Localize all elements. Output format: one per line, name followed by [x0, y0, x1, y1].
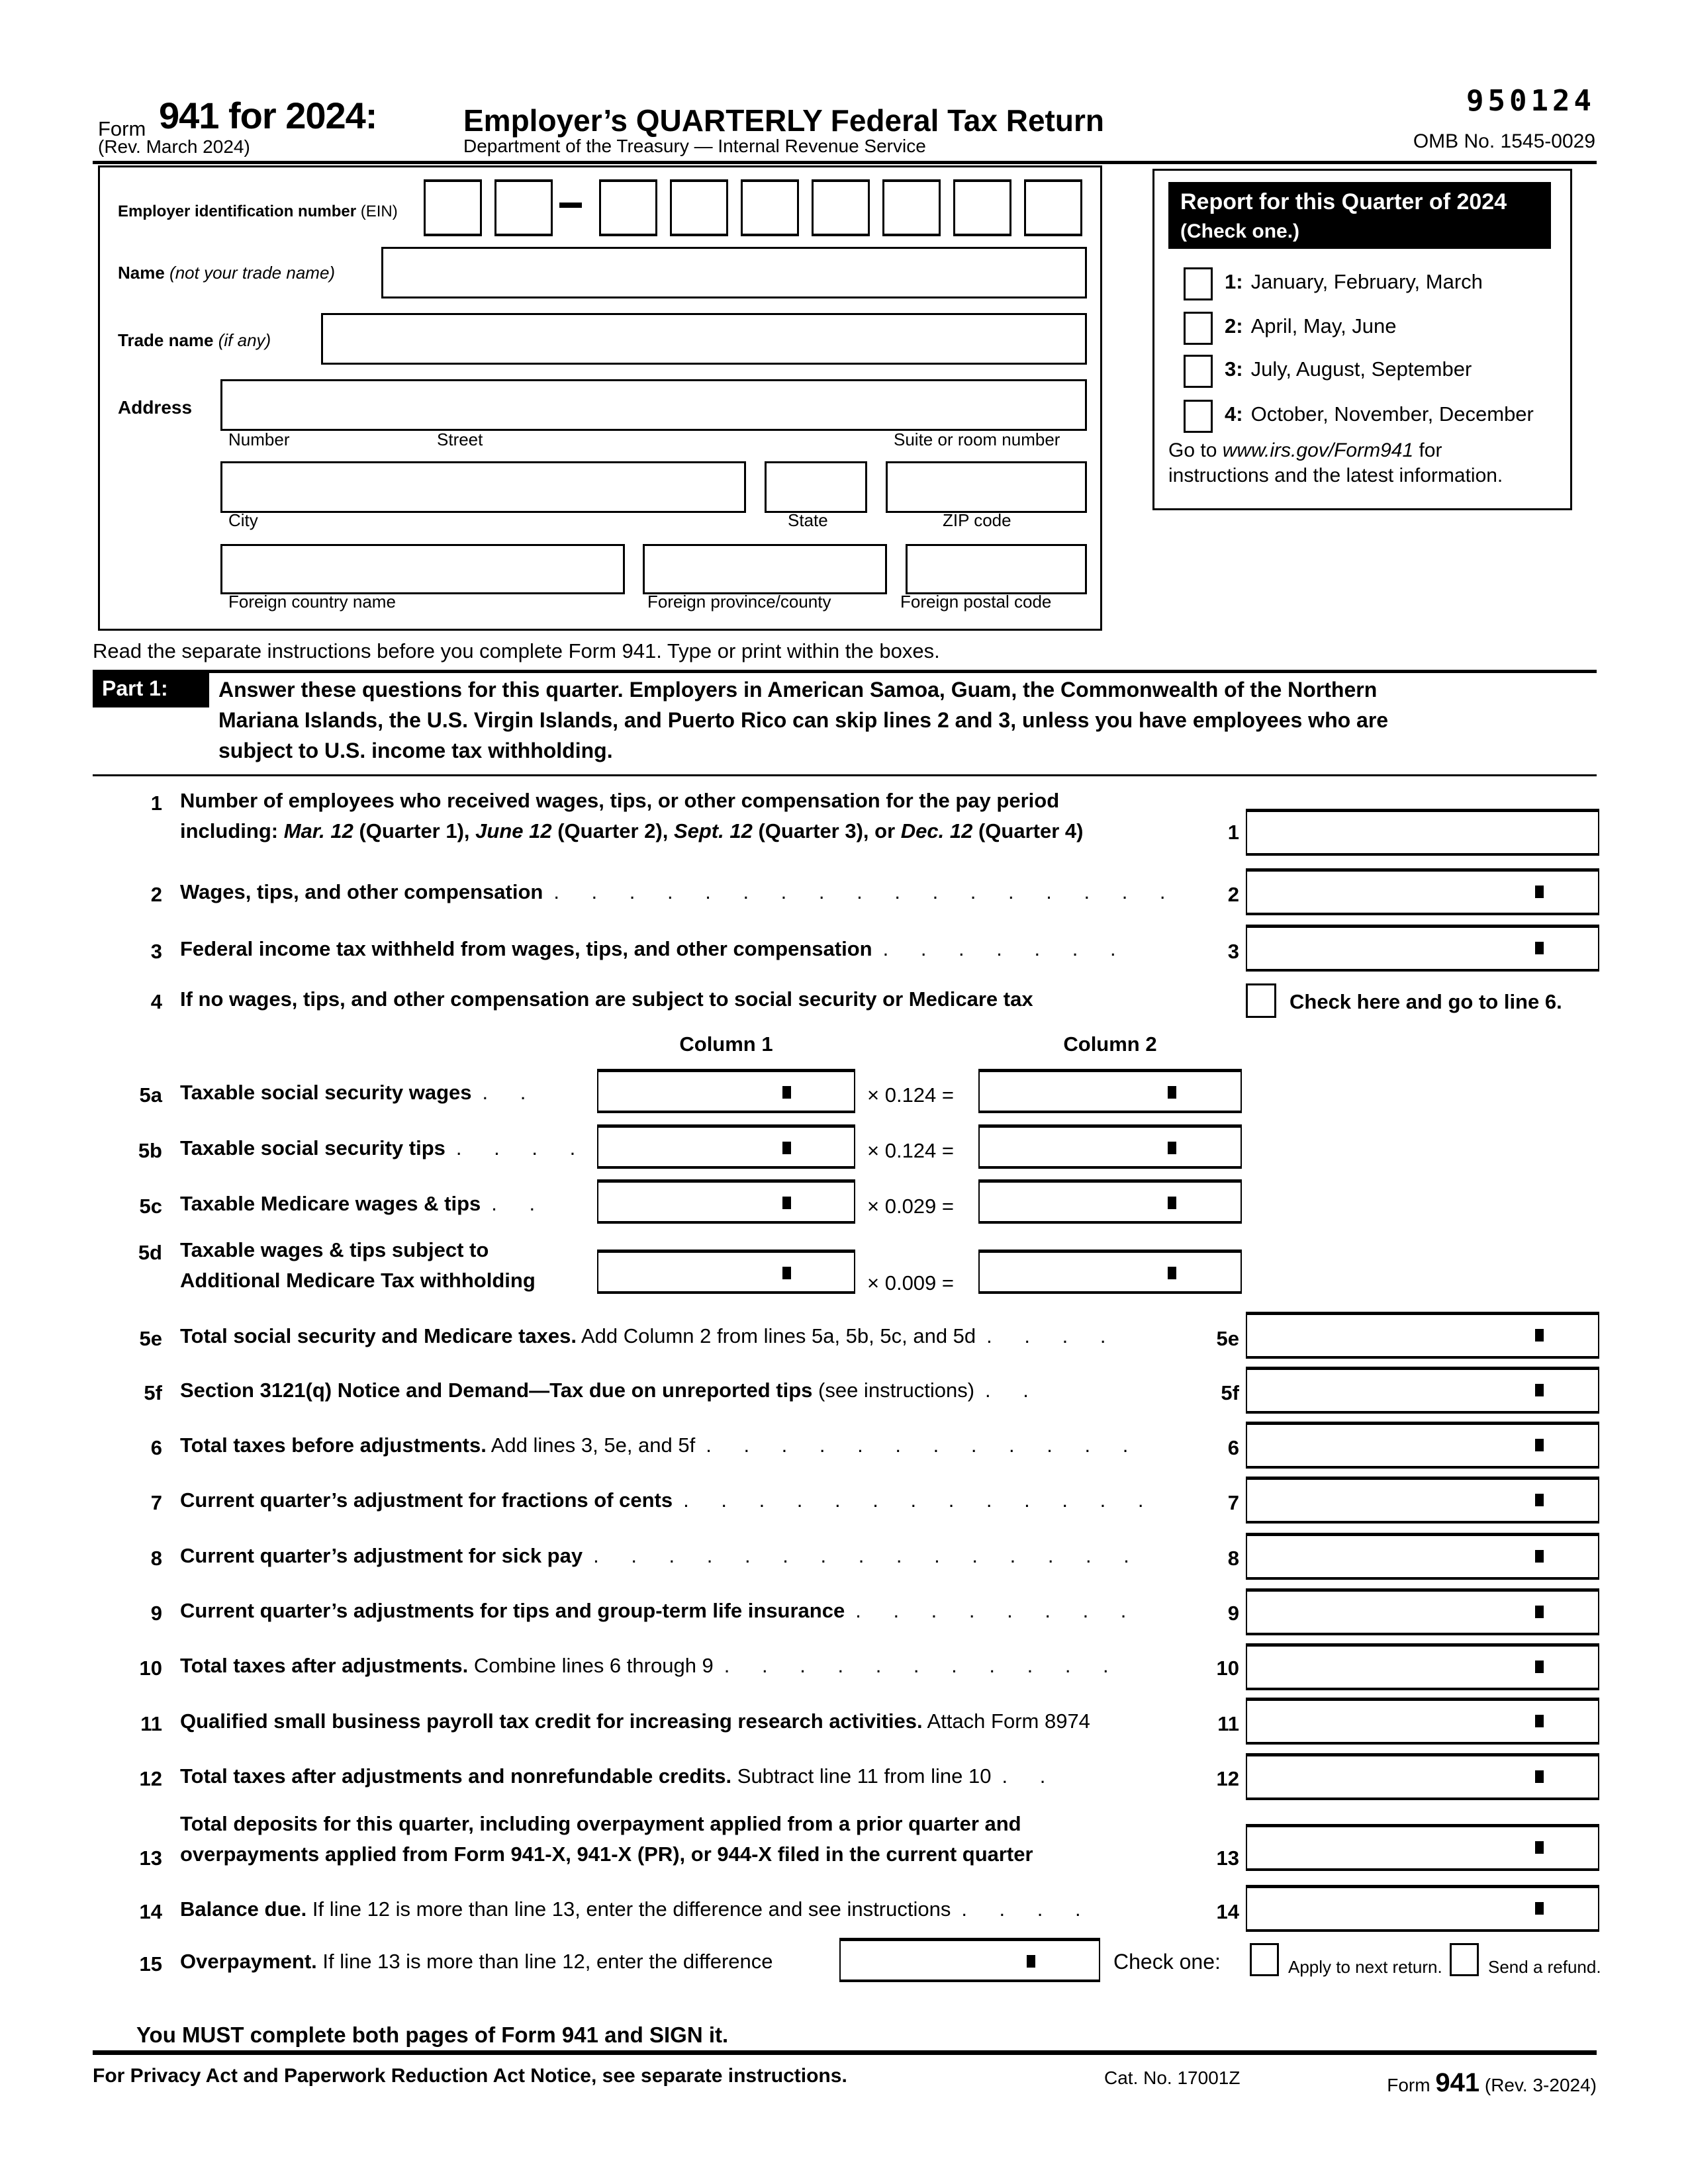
- line5a-label: Taxable social security wages: [180, 1081, 472, 1104]
- name-label-italic: (not your trade name): [169, 263, 336, 283]
- decimal-square: [1168, 1142, 1176, 1154]
- goto-post: for: [1413, 439, 1442, 461]
- line1-text-b: [180, 819, 1083, 843]
- decimal-square: [1535, 1494, 1544, 1506]
- line6-reg: Add lines 3, 5e, and 5f: [486, 1433, 696, 1457]
- quarter-box-subtitle: (Check one.): [1180, 220, 1300, 242]
- line4-number: 4: [150, 990, 162, 1013]
- decimal-square: [1535, 1841, 1544, 1854]
- line5b-multiplier: × 0.124 =: [867, 1139, 955, 1162]
- quarter-3-label: July, August, September: [1250, 357, 1472, 381]
- line5e-number: 5e: [139, 1327, 162, 1350]
- decimal-square: [1535, 886, 1544, 898]
- ein-digit-box[interactable]: [424, 179, 482, 236]
- goto-instructions-line2: instructions and the latest information.: [1168, 465, 1503, 486]
- quarter-4-option: [1225, 402, 1534, 426]
- line14-label: Balance due.: [180, 1897, 307, 1921]
- line10-amount-box[interactable]: [1246, 1643, 1599, 1690]
- line5d-multiplier: × 0.009 =: [867, 1271, 955, 1295]
- line8-box-number: 8: [1227, 1547, 1239, 1570]
- line4-checkbox[interactable]: [1246, 983, 1276, 1018]
- line15-text: [180, 1950, 773, 1974]
- line12-number: 12: [139, 1767, 162, 1790]
- part1-heading-line1: Answer these questions for this quarter. Employers in American Samoa, Guam, the Commonwealth of the Northern: [218, 678, 1378, 702]
- line1-number: 1: [150, 792, 162, 815]
- line7-label: Current quarter’s adjustment for fractions of cents: [180, 1488, 673, 1512]
- line1-amount-box[interactable]: [1246, 809, 1599, 856]
- line1-including: including:: [180, 819, 284, 842]
- line5d-number: 5d: [138, 1241, 162, 1264]
- line13-box-number: 13: [1216, 1846, 1239, 1870]
- line5e-box-number: 5e: [1216, 1327, 1239, 1350]
- foreign-country-sublabel: Foreign country name: [228, 592, 396, 612]
- ein-label-bold: Employer identification number: [118, 203, 361, 220]
- line15-reg: If line 13 is more than line 12, enter the difference: [316, 1950, 773, 1973]
- line14-text: [180, 1897, 1239, 1921]
- line6-box-number: 6: [1227, 1436, 1239, 1459]
- line12-text: [180, 1764, 1239, 1788]
- line8-dots: . . . . . . . . . . . . . . .: [593, 1544, 1143, 1567]
- ein-digit-box[interactable]: [812, 179, 870, 236]
- line5e-amount-box[interactable]: [1246, 1312, 1599, 1359]
- line1-date3: Sept. 12: [673, 819, 753, 842]
- foreign-postal-input[interactable]: [906, 544, 1087, 594]
- line10-label: Total taxes after adjustments.: [180, 1654, 469, 1677]
- line5c-label: Taxable Medicare wages & tips: [180, 1192, 481, 1215]
- line7-dots: . . . . . . . . . . . . .: [683, 1488, 1157, 1512]
- decimal-square: [1168, 1267, 1176, 1279]
- line6-amount-box[interactable]: [1246, 1422, 1599, 1469]
- line6-number: 6: [150, 1436, 162, 1459]
- quarter-1-num: 1:: [1225, 270, 1243, 293]
- footer-form-rev: (Rev. 3-2024): [1479, 2075, 1597, 2095]
- line13-amount-box[interactable]: [1246, 1824, 1599, 1871]
- line15-apply-checkbox[interactable]: [1250, 1943, 1279, 1976]
- line14-amount-box[interactable]: [1246, 1885, 1599, 1932]
- read-instructions-note: Read the separate instructions before you complete Form 941. Type or print within the boxes.: [93, 639, 940, 662]
- line15-refund-checkbox[interactable]: [1450, 1943, 1479, 1976]
- decimal-square: [1535, 1384, 1544, 1396]
- form-word-label: Form: [98, 117, 146, 140]
- line5b-dots: . . . .: [455, 1136, 589, 1160]
- zip-input[interactable]: [886, 461, 1087, 513]
- line4-check-label: Check here and go to line 6.: [1289, 990, 1562, 1013]
- part1-chip-label: Part 1:: [102, 676, 168, 700]
- ein-digit-box[interactable]: [953, 179, 1011, 236]
- decimal-square: [1535, 1329, 1544, 1342]
- line13-text-line2: overpayments applied from Form 941-X, 941-X (PR), or 944-X filed in the current quarter: [180, 1843, 1033, 1866]
- line11-amount-box[interactable]: [1246, 1698, 1599, 1745]
- line15-amount-box[interactable]: [839, 1938, 1100, 1982]
- line11-box-number: 11: [1217, 1712, 1239, 1735]
- ein-label: [118, 203, 398, 221]
- decimal-square: [782, 1197, 791, 1209]
- decimal-square: [1535, 1550, 1544, 1563]
- city-sublabel: City: [228, 510, 258, 530]
- line1-q1: (Quarter 1),: [353, 819, 476, 842]
- line5d-text-line2: Additional Medicare Tax withholding: [180, 1269, 536, 1292]
- quarter-4-num: 4:: [1225, 402, 1243, 426]
- decimal-square: [782, 1086, 791, 1099]
- line2-amount-box[interactable]: [1246, 868, 1599, 915]
- line3-text: [180, 937, 1239, 961]
- quarter-2-num: 2:: [1225, 314, 1243, 338]
- footer-form-number: 941: [1435, 2068, 1480, 2097]
- quarter-4-checkbox[interactable]: [1184, 400, 1213, 433]
- line2-box-number: 2: [1227, 883, 1239, 906]
- privacy-act-note: For Privacy Act and Paperwork Reduction Act Notice, see separate instructions.: [93, 2065, 847, 2087]
- quarter-box-title: Report for this Quarter of 2024: [1180, 189, 1507, 214]
- line5e-dots: . . . .: [986, 1324, 1119, 1347]
- line5d-text-line1: Taxable wages & tips subject to: [180, 1238, 489, 1261]
- name-label-bold: Name: [118, 263, 170, 283]
- trade-name-input[interactable]: [321, 313, 1087, 365]
- trade-name-label-italic: (if any): [218, 330, 271, 350]
- line5b-col1-box[interactable]: [597, 1124, 855, 1169]
- zip-sublabel: ZIP code: [943, 510, 1011, 530]
- decimal-square: [1168, 1086, 1176, 1099]
- line9-dots: . . . . . . . .: [855, 1599, 1140, 1622]
- footer-form-id: [1387, 2068, 1597, 2098]
- page-title: Employer’s QUARTERLY Federal Tax Return: [463, 103, 1104, 138]
- line3-box-number: 3: [1227, 940, 1239, 963]
- column2-header: Column 2: [1063, 1032, 1157, 1056]
- line5b-text: [180, 1136, 590, 1160]
- line2-number: 2: [150, 883, 162, 906]
- revision-label: (Rev. March 2024): [98, 136, 250, 157]
- column1-header: Column 1: [679, 1032, 773, 1056]
- line5a-dots: . .: [482, 1081, 539, 1104]
- line12-box-number: 12: [1216, 1767, 1239, 1790]
- line5f-text: [180, 1379, 1239, 1402]
- address-number-sublabel: Number: [228, 430, 290, 449]
- decimal-square: [1535, 1902, 1544, 1915]
- line1-date1: Mar. 12: [283, 819, 353, 842]
- line5a-col1-box[interactable]: [597, 1069, 855, 1113]
- line3-amount-box[interactable]: [1246, 925, 1599, 972]
- decimal-square: [1535, 1770, 1544, 1783]
- quarter-1-option: [1225, 270, 1483, 294]
- line7-text: [180, 1488, 1239, 1512]
- line3-number: 3: [150, 940, 162, 963]
- part1-heading-line2: Mariana Islands, the U.S. Virgin Islands, and Puerto Rico can skip lines 2 and 3, unless you have employees who are: [218, 708, 1389, 732]
- decimal-square: [1168, 1197, 1176, 1209]
- line1-box-number: 1: [1227, 821, 1239, 844]
- line3-dots: . . . . . . .: [882, 937, 1129, 960]
- line5e-text: [180, 1324, 1239, 1348]
- quarter-4-label: October, November, December: [1250, 402, 1534, 426]
- line4-text: If no wages, tips, and other compensation are subject to social security or Medicare tax: [180, 987, 1033, 1011]
- ein-dash: [559, 203, 582, 208]
- decimal-square: [1535, 1606, 1544, 1618]
- line8-number: 8: [150, 1547, 162, 1570]
- part1-top-rule: [93, 670, 1597, 673]
- line5c-col1-box[interactable]: [597, 1179, 855, 1224]
- line12-amount-box[interactable]: [1246, 1753, 1599, 1800]
- foreign-province-sublabel: Foreign province/county: [647, 592, 831, 612]
- quarter-2-option: [1225, 314, 1397, 338]
- line11-reg: Attach Form 8974: [922, 1709, 1090, 1733]
- part1-bottom-rule: [93, 774, 1597, 776]
- line1-q4: (Quarter 4): [972, 819, 1084, 842]
- line1-date2: June 12: [475, 819, 552, 842]
- line5a-multiplier: × 0.124 =: [867, 1083, 955, 1107]
- line11-text: [180, 1709, 1239, 1733]
- quarter-2-label: April, May, June: [1250, 314, 1397, 338]
- line5f-dots: . .: [985, 1379, 1042, 1402]
- ein-label-paren: (EIN): [360, 203, 398, 220]
- footer-form-word: Form: [1387, 2075, 1436, 2095]
- city-input[interactable]: [220, 461, 746, 513]
- line15-apply-label: Apply to next return.: [1288, 1957, 1442, 1977]
- line12-reg: Subtract line 11 from line 10: [731, 1764, 992, 1788]
- line5c-multiplier: × 0.029 =: [867, 1195, 955, 1218]
- quarter-1-label: January, February, March: [1250, 270, 1483, 293]
- ein-digit-box[interactable]: [741, 179, 799, 236]
- goto-instructions-line1: [1168, 439, 1442, 463]
- line10-number: 10: [139, 1657, 162, 1680]
- must-complete-note: You MUST complete both pages of Form 941 and SIGN it.: [136, 2023, 729, 2047]
- form-number-title: 941 for 2024:: [159, 95, 377, 136]
- line10-reg: Combine lines 6 through 9: [468, 1654, 714, 1677]
- line5e-label: Total social security and Medicare taxes.: [180, 1324, 577, 1347]
- address-label: Address: [118, 397, 193, 418]
- quarter-3-num: 3:: [1225, 357, 1243, 381]
- part1-heading-line3: subject to U.S. income tax withholding.: [218, 739, 613, 762]
- foreign-postal-sublabel: Foreign postal code: [900, 592, 1052, 612]
- quarter-2-checkbox[interactable]: [1184, 312, 1213, 345]
- ein-digit-box[interactable]: [1024, 179, 1082, 236]
- line10-box-number: 10: [1216, 1657, 1239, 1680]
- ein-digit-box[interactable]: [599, 179, 657, 236]
- line5f-amount-box[interactable]: [1246, 1367, 1599, 1414]
- line10-dots: . . . . . . . . . . .: [724, 1654, 1122, 1677]
- line8-text: [180, 1544, 1239, 1568]
- line11-number: 11: [140, 1712, 162, 1735]
- line2-dots: . . . . . . . . . . . . . . . . .: [553, 880, 1179, 903]
- line13-number: 13: [139, 1846, 162, 1870]
- line6-label: Total taxes before adjustments.: [180, 1433, 487, 1457]
- quarter-3-checkbox[interactable]: [1184, 355, 1213, 388]
- line8-label: Current quarter’s adjustment for sick pay: [180, 1544, 583, 1567]
- line14-reg: If line 12 is more than line 13, enter the difference and see instructions: [306, 1897, 951, 1921]
- decimal-square: [1535, 942, 1544, 954]
- footer-divider: [93, 2050, 1597, 2055]
- decimal-square: [782, 1142, 791, 1154]
- line7-amount-box[interactable]: [1246, 1477, 1599, 1524]
- line9-text: [180, 1599, 1239, 1623]
- address-street-sublabel: Street: [437, 430, 483, 449]
- line15-check-one-label: Check one:: [1113, 1950, 1221, 1974]
- line5c-dots: . .: [491, 1192, 549, 1215]
- quarter-3-option: [1225, 357, 1472, 381]
- line14-number: 14: [139, 1900, 162, 1923]
- line1-date4: Dec. 12: [900, 819, 973, 842]
- line1-q2: (Quarter 2),: [551, 819, 674, 842]
- line9-number: 9: [150, 1602, 162, 1625]
- form-barcode-number: 950124: [1466, 84, 1595, 118]
- quarter-1-checkbox[interactable]: [1184, 267, 1213, 300]
- catalog-number: Cat. No. 17001Z: [1104, 2068, 1241, 2088]
- part1-chip: [93, 670, 209, 707]
- line5c-col2-box[interactable]: [978, 1179, 1242, 1224]
- decimal-square: [1535, 1439, 1544, 1451]
- line8-amount-box[interactable]: [1246, 1533, 1599, 1580]
- ein-digit-box[interactable]: [494, 179, 553, 236]
- line5d-col1-box[interactable]: [597, 1250, 855, 1294]
- line5f-number: 5f: [144, 1381, 162, 1404]
- line9-box-number: 9: [1227, 1602, 1239, 1625]
- line5d-col2-box[interactable]: [978, 1250, 1242, 1294]
- line5f-label: Section 3121(q) Notice and Demand—Tax due on unreported tips: [180, 1379, 813, 1402]
- line5b-col2-box[interactable]: [978, 1124, 1242, 1169]
- line2-label: Wages, tips, and other compensation: [180, 880, 543, 903]
- trade-name-label: [118, 331, 271, 351]
- line7-box-number: 7: [1227, 1491, 1239, 1514]
- line12-label: Total taxes after adjustments and nonrefundable credits.: [180, 1764, 732, 1788]
- line5f-reg: (see instructions): [812, 1379, 975, 1402]
- line11-label: Qualified small business payroll tax credit for increasing research activities.: [180, 1709, 923, 1733]
- line9-amount-box[interactable]: [1246, 1588, 1599, 1635]
- line9-label: Current quarter’s adjustments for tips and group-term life insurance: [180, 1599, 845, 1622]
- line5b-number: 5b: [138, 1139, 162, 1162]
- line1-text-a: Number of employees who received wages, tips, or other compensation for the pay period: [180, 789, 1060, 812]
- line14-box-number: 14: [1216, 1900, 1239, 1923]
- line2-text: [180, 880, 1239, 904]
- line7-number: 7: [150, 1491, 162, 1514]
- state-input[interactable]: [765, 461, 867, 513]
- state-sublabel: State: [788, 510, 828, 530]
- decimal-square: [1535, 1661, 1544, 1673]
- line5e-reg: Add Column 2 from lines 5a, 5b, 5c, and 5d: [577, 1324, 976, 1347]
- decimal-square: [782, 1267, 791, 1279]
- line13-text-line1: Total deposits for this quarter, including overpayment applied from a prior quarter and: [180, 1812, 1021, 1835]
- irs-form941-link[interactable]: www.irs.gov/Form941: [1222, 439, 1414, 461]
- line5b-label: Taxable social security tips: [180, 1136, 445, 1160]
- line5c-number: 5c: [139, 1195, 162, 1218]
- line6-dots: . . . . . . . . . . . .: [706, 1433, 1142, 1457]
- name-label: [118, 263, 335, 283]
- decimal-square: [1535, 1715, 1544, 1727]
- line12-dots: . .: [1002, 1764, 1059, 1788]
- line5f-box-number: 5f: [1221, 1381, 1239, 1404]
- omb-number: OMB No. 1545-0029: [1413, 130, 1595, 152]
- address-street-input[interactable]: [220, 379, 1087, 431]
- line15-label: Overpayment.: [180, 1950, 317, 1973]
- line5c-text: [180, 1192, 590, 1216]
- line5a-col2-box[interactable]: [978, 1069, 1242, 1113]
- line5a-text: [180, 1081, 590, 1105]
- line10-text: [180, 1654, 1239, 1678]
- line6-text: [180, 1433, 1239, 1457]
- trade-name-label-bold: Trade name: [118, 330, 218, 350]
- header-divider: [93, 161, 1597, 164]
- line14-dots: . . . .: [961, 1897, 1094, 1921]
- ein-digit-box[interactable]: [670, 179, 728, 236]
- address-suite-sublabel: Suite or room number: [894, 430, 1060, 449]
- department-label: Department of the Treasury — Internal Revenue Service: [463, 136, 926, 156]
- line15-refund-label: Send a refund.: [1488, 1957, 1601, 1977]
- line3-label: Federal income tax withheld from wages, tips, and other compensation: [180, 937, 872, 960]
- line1-q3: (Quarter 3), or: [752, 819, 901, 842]
- foreign-province-input[interactable]: [643, 544, 887, 594]
- goto-pre: Go to: [1168, 439, 1223, 461]
- line5a-number: 5a: [139, 1083, 162, 1107]
- foreign-country-input[interactable]: [220, 544, 625, 594]
- ein-digit-box[interactable]: [882, 179, 941, 236]
- name-input[interactable]: [381, 247, 1087, 298]
- decimal-square: [1027, 1955, 1035, 1968]
- line15-number: 15: [139, 1952, 162, 1976]
